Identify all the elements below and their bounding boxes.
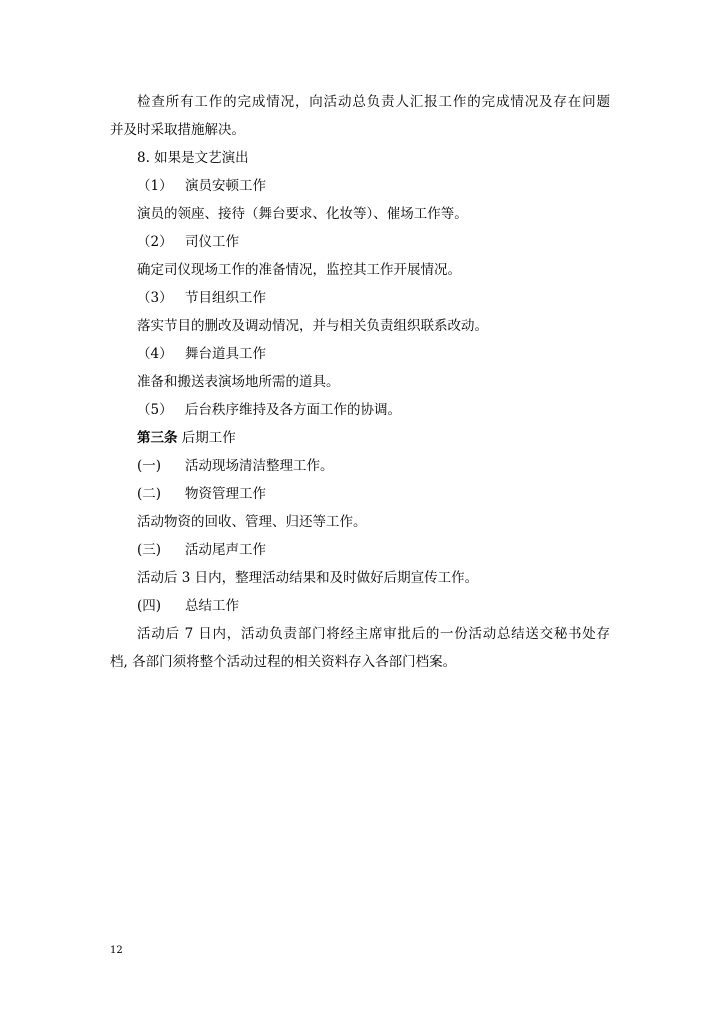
list-item: [137, 289, 637, 307]
item-number: (四): [137, 598, 162, 614]
list-item: [137, 177, 637, 195]
list-item: [137, 233, 637, 251]
article-heading: [137, 429, 637, 447]
item-title: 总结工作: [185, 598, 239, 614]
item-title: 节目组织工作: [185, 290, 266, 306]
page-number: 12: [110, 945, 123, 956]
item-number: （4）: [137, 346, 173, 362]
item-title: 司仪工作: [185, 234, 239, 250]
item-title: 活动尾声工作: [185, 542, 266, 558]
paragraph-line: 检查所有工作的完成情况，向活动总负责人汇报工作的完成情况及存在问题: [137, 94, 610, 110]
item-number: （2）: [137, 234, 173, 250]
list-item: [137, 401, 637, 419]
item-number: （5）: [137, 402, 173, 418]
paragraph-line: 并及时采取措施解决。: [110, 122, 245, 138]
item-number: (一): [137, 458, 162, 474]
item-number: (三): [137, 542, 162, 558]
list-item: [137, 485, 637, 503]
item-description: 演员的领座、接待（舞台要求、化妆等）、催场工作等。: [137, 206, 468, 222]
item-description: 准备和搬送表演场地所需的道具。: [137, 374, 340, 390]
item-description: 档, 各部门须将整个活动过程的相关资料存入各部门档案。: [110, 654, 457, 670]
article-label: 第三条: [137, 430, 178, 446]
item-title: 舞台道具工作: [185, 346, 266, 362]
item-description: 落实节目的删改及调动情况，并与相关负责组织联系改动。: [137, 318, 488, 334]
section-heading: 8. 如果是文艺演出: [137, 150, 249, 166]
item-number: （3）: [137, 290, 173, 306]
list-item: [137, 345, 637, 363]
item-title: 演员安顿工作: [185, 178, 266, 194]
item-description: 活动后 7 日内，活动负责部门将经主席审批后的一份活动总结送交秘书处存: [137, 626, 610, 642]
item-description: 活动后 3 日内，整理活动结果和及时做好后期宣传工作。: [137, 570, 479, 586]
item-description: 活动物资的回收、管理、归还等工作。: [137, 514, 367, 530]
item-title: 活动现场清洁整理工作。: [185, 458, 334, 474]
item-description: 确定司仪现场工作的准备情况，监控其工作开展情况。: [137, 262, 461, 278]
article-title: 后期工作: [177, 430, 236, 446]
list-item: [137, 597, 637, 615]
item-title: 物资管理工作: [185, 486, 266, 502]
item-number: (二): [137, 486, 162, 502]
item-number: （1）: [137, 178, 173, 194]
list-item: [137, 541, 637, 559]
list-item: [137, 457, 637, 475]
item-title: 后台秩序维持及各方面工作的协调。: [185, 402, 401, 418]
